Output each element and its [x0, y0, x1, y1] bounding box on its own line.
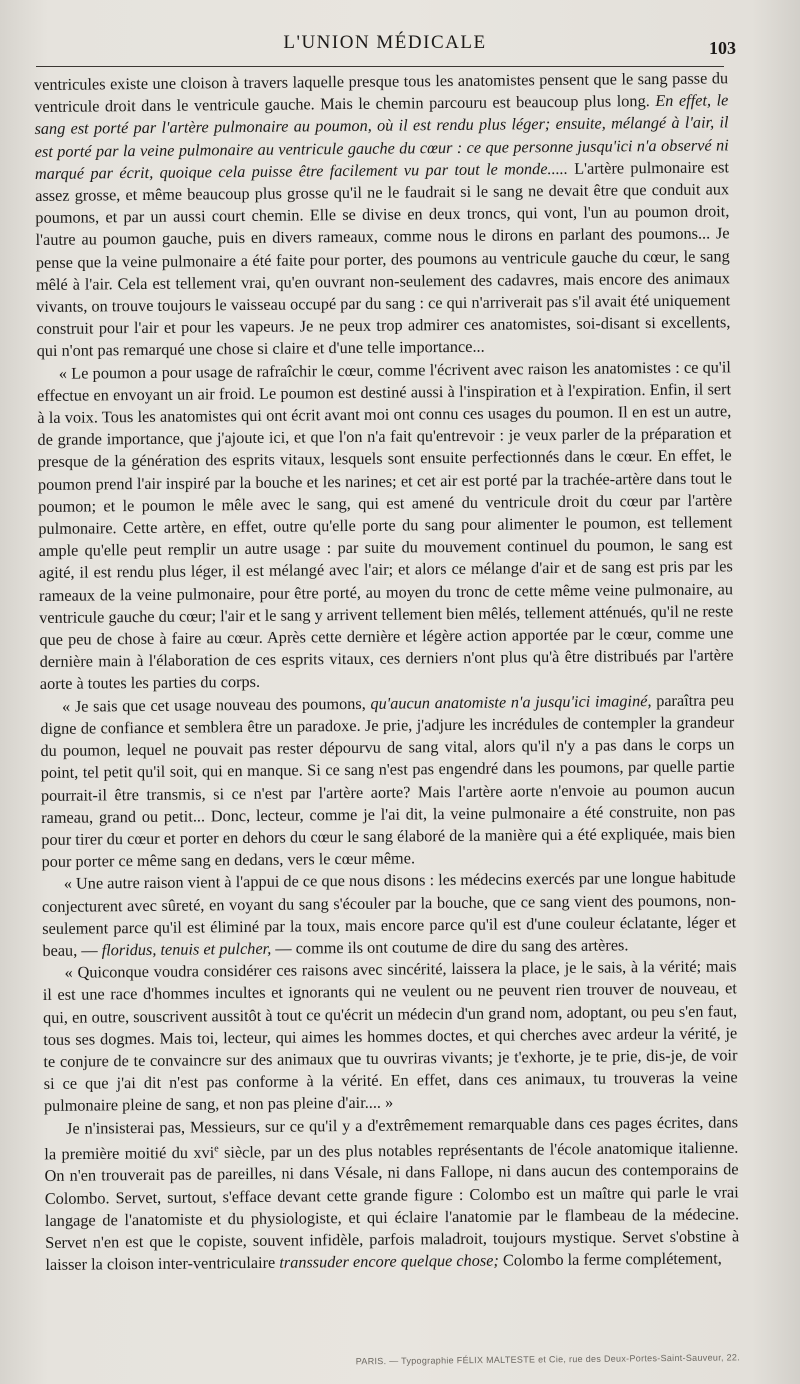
text-run: paraîtra peu digne de confiance et semblera être un paradoxe. Je prie, j'adjure les incrédules de contempler la grandeur du poumon, lequel ne pouvait pas rester dépourvu de sang vital, alors qu'il n'y a pas dans le corps un point, tel petit qu'il soit, qui en manque. Si ce sang n'est pas engendré dans les poumons, par quelle partie pourrait-il être transmis, si ce n'est par l'artère aorte? Mais l'artère aorte n'envoie au poumon aucun rameau, grand ou petit... Donc, lecteur, comme je l'ai dit, la veine pulmonaire a été construite, non pas pour tirer du cœur et porter en dehors du cœur le sang élaboré de la manière qui a été expliquée, mais bien pour porter ce même sang en dedans, vers le cœur même.	[40, 689, 736, 872]
text-run: « Je sais que cet usage nouveau des poumons,	[61, 693, 371, 716]
header-rule	[36, 66, 724, 67]
paragraph	[34, 67, 731, 362]
text-run: ventricules existe une cloison à travers laquelle presque tous les anatomistes pensent que le sang passe du ventricule droit dans le ventricule gauche. Mais le chemin parcouru est beaucoup plus long.	[34, 68, 729, 117]
text-run: L'artère pulmonaire est assez grosse, et même beaucoup plus grosse qu'il ne le faudrait si le sang ne devait être que conduit aux poumons, et par un aussi court chemin. Elle se divise en deux troncs, qui vont, l'un au poumon droit, l'autre au poumon gauche, puis en divers rameaux, comme nous le dirons en parlant des poumons... Je pense que la veine pulmonaire a été faite pour porter, des poumons au ventricule gauche du cœur, le sang mêlé à l'air. Cela est tellement vrai, qu'en ouvrant non-seulement des cadavres, mais encore des animaux vivants, on trouve toujours le vaisseau occupé par du sang : ce qui n'arriverait pas s'il avait été uniquement construit pour l'air et pour les vapeurs. Je ne peux trop admirer ces anatomistes, soi-disant si excellents, qui n'ont pas remarqué une chose si claire et d'une telle importance...	[35, 157, 731, 361]
italic-passage: floridus, tenuis et pulcher,	[101, 938, 272, 960]
page-number: 103	[709, 38, 736, 58]
article-body	[34, 67, 740, 1276]
printer-imprint: PARIS. — Typographie FÉLIX MALTESTE et Cie, rue des Deux-Portes-Saint-Sauveur, 22.	[355, 1352, 741, 1367]
paragraph	[40, 689, 736, 873]
text-run: « Quiconque voudra considérer ces raisons avec sincérité, laissera la place, je le sais, à la vérité; mais il est une race d'hommes incultes et ignorants qui ne veulent ou ne peuvent rien trouver de nouveau, et qui, en outre, souscrivent aussitôt à tout ce qu'écrit un médecin d'un grand nom, adoptant, ou peu s'en faut, tous ses dogmes. Mais toi, lecteur, qui aimes les hommes doctes, et qui cherches avec ardeur la vérité, je te conjure de te convaincre sur des animaux que tu ouvriras vivants; je t'exhorte, je te prie, dis-je, de voir si ce que j'ai dit n'est pas conforme à la vérité. En effet, dans ces animaux, tu trouveras la veine pulmonaire pleine de sang, et non pas pleine d'air.... »	[42, 956, 738, 1116]
text-run: « Le poumon a pour usage de rafraîchir le cœur, comme l'écrivent avec raison les anatomistes : ce qu'il effectue en envoyant un air froid. Le poumon est destiné aussi à l'inspiration et à l'expiration. Enfin, il sert à la voix. Tous les anatomistes qui ont écrit avant moi ont connu ces usages du poumon. Il en est un autre, de grande importance, que j'ajoute ici, et que l'on n'a fait qu'entrevoir : je veux parler de la préparation et presque de la génération des esprits vitaux, lesquels sont ensuite perfectionnés dans le cœur. En effet, le poumon prend l'air inspiré par la bouche et les narines; et cet air est porté par la trachée-artère dans tout le poumon; et le poumon le mêle avec le sang, qui est amené du ventricule droit du cœur par l'artère pulmonaire. Cette artère, en effet, outre qu'elle porte du sang pour alimenter le poumon, est tellement ample qu'elle peut remplir un autre usage : par suite du mouvement continuel du poumon, le sang est agité, il est rendu plus léger, il est mélangé avec l'air; et alors ce mélange d'air et de sang est pris par les rameaux de la veine pulmonaire, pour être porté, au moyen du tronc de cette même veine pulmonaire, au ventricule gauche du cœur; l'air et le sang y arrivent tellement bien mêlés, tellement atténués, qu'il ne reste que peu de chose à faire au cœur. Après cette dernière et légère action apportée par le cœur, comme une dernière main à l'élaboration de ces esprits vitaux, ces derniers n'ont plus qu'à être distribués par l'artère aorte à toutes les parties du corps.	[36, 356, 734, 694]
text-run: Colombo la ferme complétement,	[498, 1248, 722, 1270]
italic-passage: qu'aucun anatomiste n'a jusqu'ici imaginé,	[370, 690, 652, 713]
paragraph	[43, 955, 738, 1117]
text-run: Je n'insisterai pas, Messieurs, sur ce qu'il y a d'extrêmement remarquable dans ces pages écrites, dans la première moitié du xvi	[44, 1111, 739, 1164]
text-run: « Une autre raison vient à l'appui de ce que nous disons : les médecins exercés par une longue habitude conjecturent avec sûreté, en voyant du sang s'écouler par la bouche, que ce sang vient des poumons, non-seulement parce qu'il est éliminé par la toux, mais encore parce qu'il est d'une couleur éclatante, léger et beau, —	[41, 867, 737, 960]
paragraph	[44, 1111, 739, 1276]
running-head: L'UNION MÉDICALE	[283, 32, 487, 53]
text-run: — comme ils ont coutume de dire du sang des artères.	[271, 935, 629, 958]
superscript: e	[214, 1143, 219, 1155]
italic-passage: En effet, le sang est porté par l'artère pulmonaire au poumon, où il est rendu plus léger; ensuite, mélangé à l'air, il est porté par la veine pulmonaire au ventricule gauche du cœur : ce que personne jusqu'ici n'a observé ni marqué par écrit, quoique cela puisse être facilement vu par tout le monde.....	[34, 90, 729, 183]
page-header	[34, 28, 736, 62]
text-run: siècle, par un des plus notables représentants de l'école anatomique italienne. On n'en trouverait pas de pareilles, ni dans Vésale, ni dans Fallope, ni dans aucun des contemporains de Colombo. Servet, surtout, s'efface devant cette grande figure : Colombo est un maître qui parle le vrai langage de l'anatomiste et du physiologiste, et qui éclaire l'anatomie par le flambeau de la médecine. Servet n'en est que le copiste, souvent infidèle, parfois maladroit, toujours mystique. Servet s'obstine à laisser la cloison inter-ventriculaire	[44, 1137, 740, 1275]
italic-passage: transsuder encore quelque chose;	[279, 1250, 499, 1272]
paragraph	[37, 356, 734, 696]
paragraph	[42, 867, 737, 962]
